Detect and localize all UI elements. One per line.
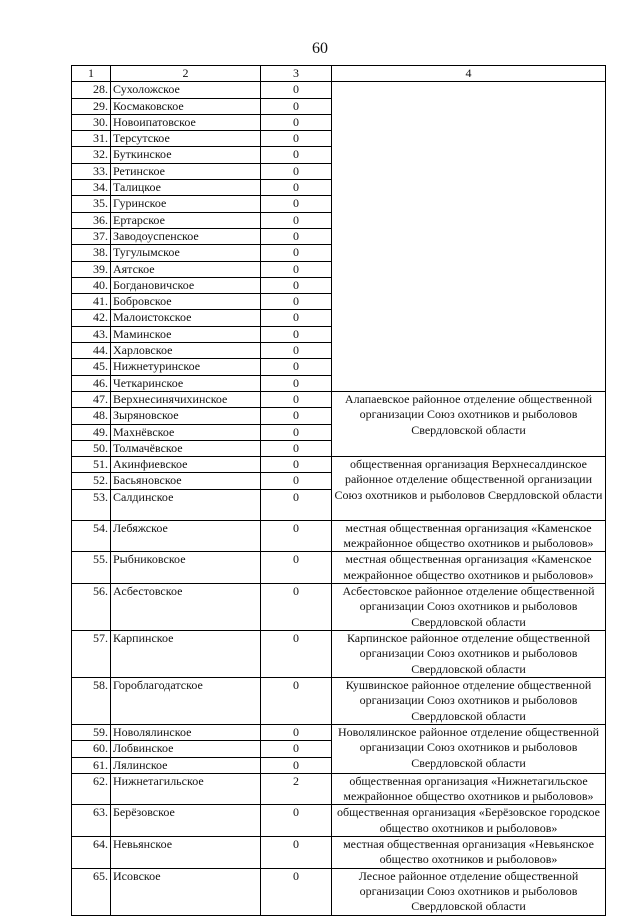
ground-value: 0 <box>261 326 332 342</box>
ground-name: Махнёвское <box>111 424 261 440</box>
ground-value: 0 <box>261 196 332 212</box>
row-number: 48. <box>72 408 111 424</box>
row-number: 30. <box>72 114 111 130</box>
ground-value: 0 <box>261 677 332 724</box>
organization-cell: общественная организация «Нижнетагильское межрайонное общество охотников и рыболовов» <box>332 773 606 805</box>
ground-name: Басьяновское <box>111 473 261 489</box>
ground-name: Верхнесинячихинское <box>111 391 261 407</box>
header-col-1: 1 <box>72 66 111 82</box>
ground-value: 0 <box>261 424 332 440</box>
organization-cell: Кушвинское районное отделение общественной организации Союз охотников и рыболовов Свердловской области <box>332 677 606 724</box>
ground-name: Нижнетуринское <box>111 359 261 375</box>
row-number: 62. <box>72 773 111 805</box>
organization-cell: общественная организация Верхнесалдинское районное отделение общественной организации Союз охотников и рыболовов Свердловской области <box>332 457 606 521</box>
ground-name: Харловское <box>111 343 261 359</box>
table-row <box>72 773 606 805</box>
ground-name: Богдановичское <box>111 277 261 293</box>
row-number: 65. <box>72 868 111 915</box>
ground-name: Берёзовское <box>111 805 261 837</box>
table-row <box>72 805 606 837</box>
ground-value: 0 <box>261 359 332 375</box>
row-number: 57. <box>72 630 111 677</box>
organization-cell: местная общественная организация «Каменское межрайонное общество охотников и рыболовов» <box>332 520 606 552</box>
ground-name: Асбестовское <box>111 583 261 630</box>
row-number: 50. <box>72 440 111 456</box>
ground-value: 0 <box>261 408 332 424</box>
ground-value: 0 <box>261 552 332 584</box>
ground-value: 0 <box>261 520 332 552</box>
ground-value: 0 <box>261 228 332 244</box>
ground-value: 0 <box>261 805 332 837</box>
ground-value: 0 <box>261 82 332 98</box>
row-number: 56. <box>72 583 111 630</box>
ground-name: Четкаринское <box>111 375 261 391</box>
row-number: 54. <box>72 520 111 552</box>
ground-value: 0 <box>261 98 332 114</box>
ground-value: 0 <box>261 343 332 359</box>
table-row <box>72 82 606 98</box>
row-number: 43. <box>72 326 111 342</box>
ground-value: 0 <box>261 245 332 261</box>
table-row <box>72 583 606 630</box>
row-number: 44. <box>72 343 111 359</box>
ground-name: Лялинское <box>111 757 261 773</box>
ground-name: Рыбниковское <box>111 552 261 584</box>
row-number: 47. <box>72 391 111 407</box>
table-row <box>72 836 606 868</box>
ground-value: 0 <box>261 180 332 196</box>
row-number: 28. <box>72 82 111 98</box>
ground-name: Буткинское <box>111 147 261 163</box>
organization-cell: Карпинское районное отделение общественной организации Союз охотников и рыболовов Свердловской области <box>332 630 606 677</box>
organization-cell: Лесное районное отделение общественной организации Союз охотников и рыболовов Свердловской области <box>332 868 606 915</box>
ground-name: Заводоуспенское <box>111 228 261 244</box>
ground-name: Салдинское <box>111 489 261 520</box>
ground-value: 0 <box>261 277 332 293</box>
organization-cell: Алапаевское районное отделение общественной организации Союз охотников и рыболовов Свердловской области <box>332 391 606 456</box>
ground-value: 0 <box>261 741 332 757</box>
table-row <box>72 677 606 724</box>
ground-name: Исовское <box>111 868 261 915</box>
row-number: 59. <box>72 724 111 740</box>
ground-name: Карпинское <box>111 630 261 677</box>
row-number: 45. <box>72 359 111 375</box>
ground-name: Нижнетагильское <box>111 773 261 805</box>
ground-name: Невьянское <box>111 836 261 868</box>
table-row <box>72 457 606 473</box>
ground-value: 0 <box>261 489 332 520</box>
ground-name: Сухоложское <box>111 82 261 98</box>
ground-value: 0 <box>261 131 332 147</box>
row-number: 51. <box>72 457 111 473</box>
row-number: 29. <box>72 98 111 114</box>
row-number: 38. <box>72 245 111 261</box>
ground-value: 0 <box>261 473 332 489</box>
ground-name: Новолялинское <box>111 724 261 740</box>
ground-name: Ертарское <box>111 212 261 228</box>
row-number: 41. <box>72 294 111 310</box>
table-row <box>72 391 606 407</box>
ground-value: 0 <box>261 294 332 310</box>
row-number: 31. <box>72 131 111 147</box>
ground-name: Космаковское <box>111 98 261 114</box>
hunting-grounds-table <box>71 65 606 916</box>
row-number: 63. <box>72 805 111 837</box>
row-number: 55. <box>72 552 111 584</box>
ground-value: 0 <box>261 457 332 473</box>
ground-value: 0 <box>261 757 332 773</box>
ground-value: 0 <box>261 391 332 407</box>
ground-name: Терсутское <box>111 131 261 147</box>
ground-value: 0 <box>261 630 332 677</box>
ground-name: Ретинское <box>111 163 261 179</box>
ground-value: 0 <box>261 147 332 163</box>
organization-cell: общественная организация «Берёзовское городское общество охотников и рыболовов» <box>332 805 606 837</box>
ground-name: Аятское <box>111 261 261 277</box>
organization-cell <box>332 82 606 392</box>
ground-value: 0 <box>261 440 332 456</box>
row-number: 58. <box>72 677 111 724</box>
organization-cell: местная общественная организация «Невьянское общество охотников и рыболовов» <box>332 836 606 868</box>
row-number: 52. <box>72 473 111 489</box>
ground-value: 0 <box>261 868 332 915</box>
ground-value: 0 <box>261 114 332 130</box>
header-col-2: 2 <box>111 66 261 82</box>
row-number: 61. <box>72 757 111 773</box>
organization-cell: Асбестовское районное отделение общественной организации Союз охотников и рыболовов Свердловской области <box>332 583 606 630</box>
row-number: 42. <box>72 310 111 326</box>
ground-name: Лобвинское <box>111 741 261 757</box>
ground-name: Гороблагодатское <box>111 677 261 724</box>
table-row <box>72 724 606 740</box>
ground-name: Талицкое <box>111 180 261 196</box>
ground-value: 2 <box>261 773 332 805</box>
ground-name: Акинфиевское <box>111 457 261 473</box>
row-number: 49. <box>72 424 111 440</box>
ground-value: 0 <box>261 212 332 228</box>
page-number: 60 <box>312 40 328 57</box>
ground-name: Тугулымское <box>111 245 261 261</box>
row-number: 34. <box>72 180 111 196</box>
ground-name: Маминское <box>111 326 261 342</box>
table-row <box>72 552 606 584</box>
ground-name: Малоистокское <box>111 310 261 326</box>
ground-name: Зыряновское <box>111 408 261 424</box>
organization-cell: Новолялинское районное отделение общественной организации Союз охотников и рыболовов Свердловской области <box>332 724 606 773</box>
header-col-3: 3 <box>261 66 332 82</box>
ground-value: 0 <box>261 583 332 630</box>
ground-name: Гуринское <box>111 196 261 212</box>
ground-value: 0 <box>261 261 332 277</box>
row-number: 33. <box>72 163 111 179</box>
row-number: 37. <box>72 228 111 244</box>
ground-name: Лебяжское <box>111 520 261 552</box>
header-col-4: 4 <box>332 66 606 82</box>
ground-value: 0 <box>261 375 332 391</box>
row-number: 64. <box>72 836 111 868</box>
ground-value: 0 <box>261 310 332 326</box>
ground-value: 0 <box>261 724 332 740</box>
ground-name: Бобровское <box>111 294 261 310</box>
table-body <box>72 82 606 915</box>
row-number: 46. <box>72 375 111 391</box>
row-number: 32. <box>72 147 111 163</box>
row-number: 36. <box>72 212 111 228</box>
row-number: 53. <box>72 489 111 520</box>
row-number: 60. <box>72 741 111 757</box>
row-number: 39. <box>72 261 111 277</box>
row-number: 35. <box>72 196 111 212</box>
header-row <box>72 66 606 82</box>
table-row <box>72 630 606 677</box>
ground-name: Толмачёвское <box>111 440 261 456</box>
row-number: 40. <box>72 277 111 293</box>
organization-cell: местная общественная организация «Каменское межрайонное общество охотников и рыболовов» <box>332 552 606 584</box>
ground-value: 0 <box>261 836 332 868</box>
ground-name: Новоипатовское <box>111 114 261 130</box>
table-row <box>72 868 606 915</box>
table-row <box>72 520 606 552</box>
ground-value: 0 <box>261 163 332 179</box>
